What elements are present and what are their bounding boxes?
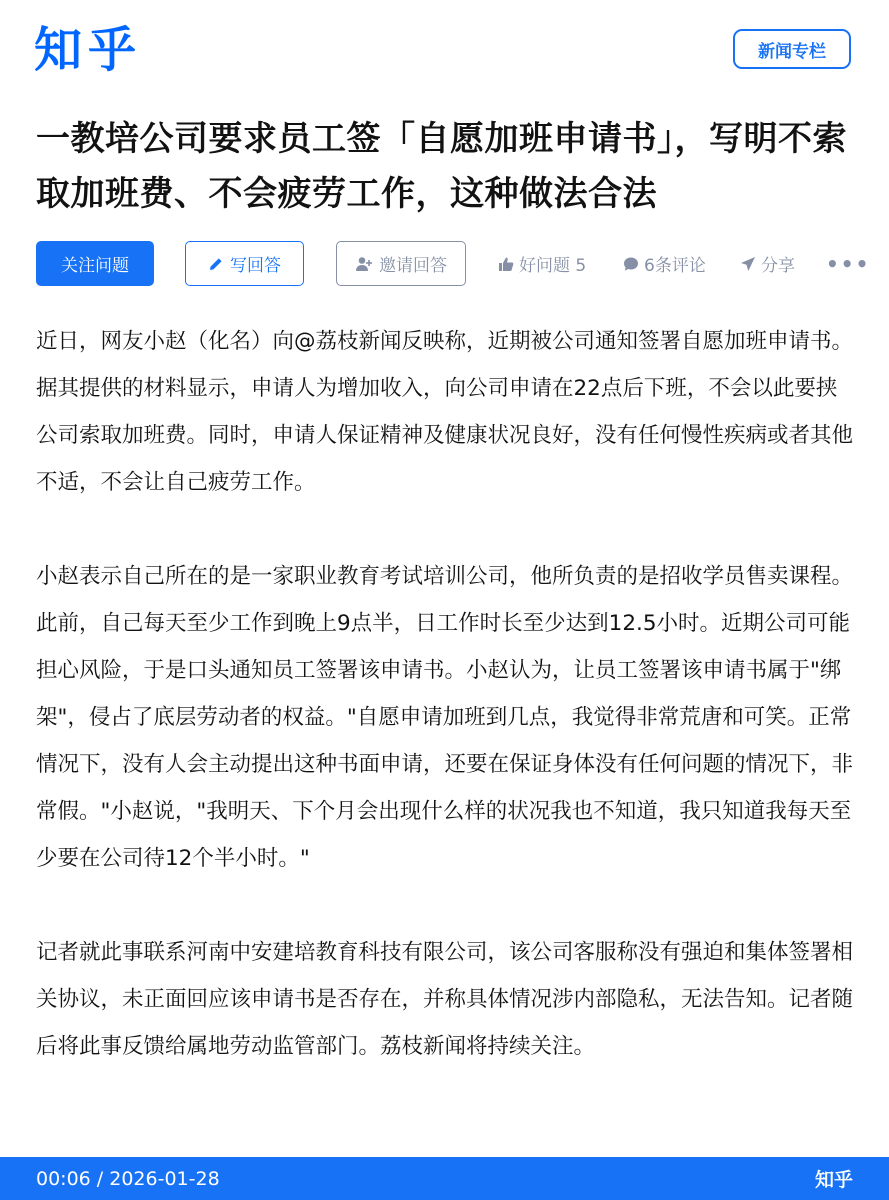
invite-answer-button[interactable] <box>336 241 466 286</box>
good-question-button[interactable] <box>498 241 586 286</box>
footer-brand: 知乎 <box>814 1169 853 1191</box>
follow-question-label: 关注问题 <box>61 256 129 276</box>
write-answer-button[interactable] <box>185 241 304 286</box>
footer-timestamp: 00:06 / 2026-01-28 <box>36 1167 220 1190</box>
share-label: 分享 <box>761 256 795 276</box>
article-paragraph: 记者就此事联系河南中安建培教育科技有限公司，该公司客服称没有强迫和集体签署相关协议，未正面回应该申请书是否存在，并称具体情况涉内部隐私，无法告知。记者随后将此事反馈给属地劳动监管部门。荔枝新闻将持续关注。 <box>36 940 854 1059</box>
follow-question-button[interactable] <box>36 241 154 286</box>
share-button[interactable] <box>740 241 795 286</box>
article-paragraph: 近日，网友小赵（化名）向@荔枝新闻反映称，近期被公司通知签署自愿加班申请书。据其提供的材料显示，申请人为增加收入，向公司申请在22点后下班，不会以此要挟公司索取加班费。同时，申请人保证精神及健康状况良好，没有任何慢性疾病或者其他不适，不会让自己疲劳工作。 <box>36 329 854 495</box>
news-column-button[interactable]: 新闻专栏 <box>733 29 851 69</box>
article-paragraph: 小赵表示自己所在的是一家职业教育考试培训公司，他所负责的是招收学员售卖课程。此前，自己每天至少工作到晚上9点半，日工作时长至少达到12.5小时。近期公司可能担心风险，于是口头通知员工签署该申请书。小赵认为，让员工签署该申请书属于"绑架"，侵占了底层劳动者的权益。"自愿申请加班到几点，我觉得非常荒唐和可笑。正常情况下，没有人会主动提出这种书面申请，还要在保证身体没有任何问题的情况下，非常假。"小赵说，"我明天、下个月会出现什么样的状况我也不知道，我只知道我每天至少要在公司待12个半小时。" <box>36 564 854 871</box>
zhihu-logo[interactable]: 知乎 <box>34 22 143 78</box>
paper-plane-icon <box>740 256 756 272</box>
write-answer-label: 写回答 <box>230 256 281 276</box>
footer-bar <box>0 1157 889 1200</box>
pencil-icon <box>208 256 224 272</box>
comment-bubble-icon <box>623 256 639 272</box>
question-action-bar <box>36 241 871 286</box>
invite-answer-label: 邀请回答 <box>379 256 447 276</box>
comments-button[interactable] <box>623 241 706 286</box>
article-body <box>36 318 856 1117</box>
comments-label: 6条评论 <box>644 256 706 276</box>
question-title: 一教培公司要求员工签「自愿加班申请书」，写明不索取加班费、不会疲劳工作，这种做法合法 <box>36 119 847 214</box>
thumbs-up-icon <box>498 256 514 272</box>
add-user-icon <box>355 256 373 272</box>
more-dots-icon[interactable]: ••• <box>826 251 871 276</box>
good-question-label: 好问题 5 <box>519 256 587 276</box>
